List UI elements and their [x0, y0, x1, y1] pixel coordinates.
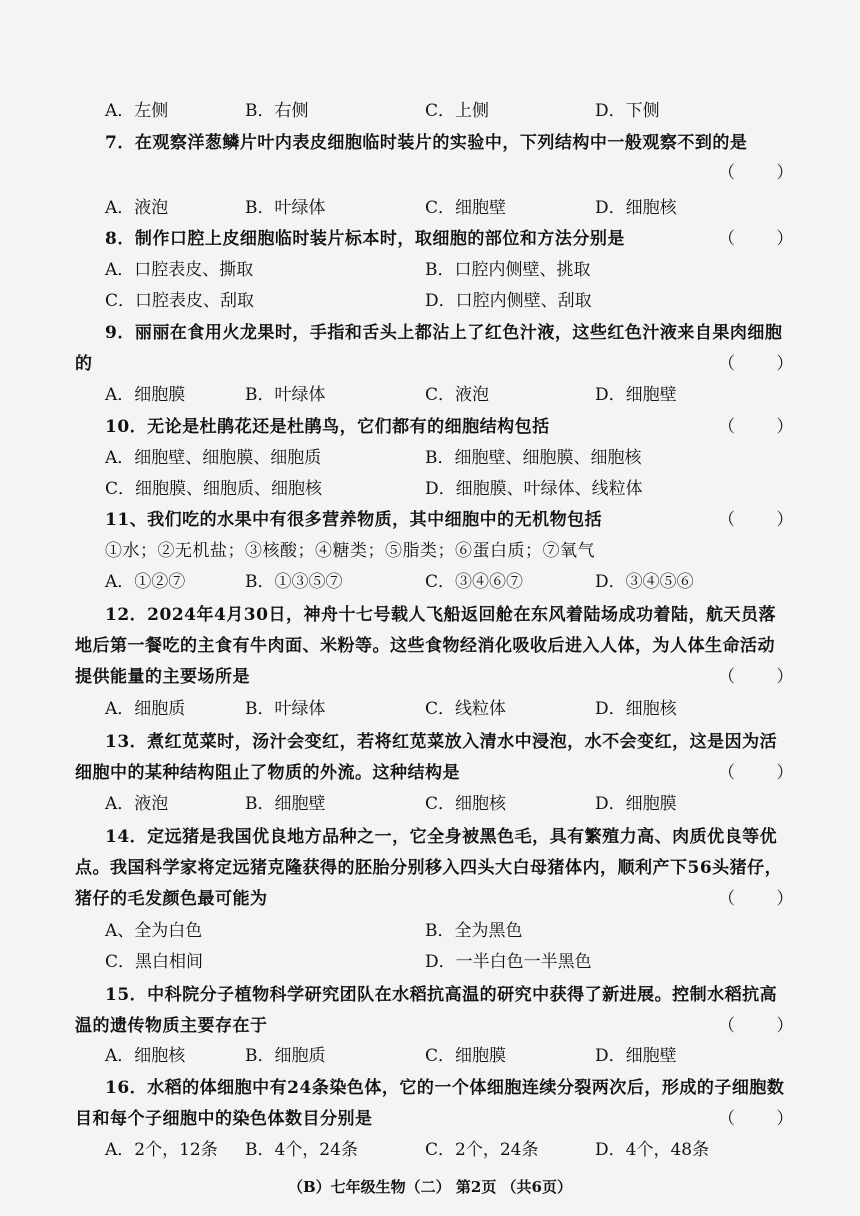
answer-parentheses: （ ） [718, 229, 812, 249]
option: D．细胞膜 [595, 794, 677, 814]
question-text: 13．煮红苋菜时，汤汁会变红，若将红苋菜放入清水中浸泡，水不会变红，这是因为活 [105, 732, 778, 752]
option: D．③④⑤⑥ [595, 572, 694, 592]
option: B．全为黑色 [425, 921, 523, 941]
question-text: 目和每个子细胞中的染色体数目分别是 [75, 1109, 373, 1129]
option: B．细胞壁、细胞膜、细胞核 [425, 448, 642, 468]
option: B．叶绿体 [245, 699, 326, 719]
answer-parentheses: （ ） [718, 417, 812, 437]
option: A．2个，12条 [105, 1140, 218, 1160]
option: C．2个，24条 [425, 1140, 539, 1160]
answer-parentheses: （ ） [718, 763, 812, 783]
option: A．细胞壁、细胞膜、细胞质 [105, 448, 322, 468]
option: D．4个，48条 [595, 1140, 710, 1160]
question-text: 的 [75, 354, 93, 374]
option: B．细胞质 [245, 1046, 326, 1066]
option: C．黑白相间 [105, 952, 204, 972]
item-list: ①水；②无机盐；③核酸；④糖类；⑤脂类；⑥蛋白质；⑦氧气 [105, 541, 595, 561]
question-text: 7．在观察洋葱鳞片叶内表皮细胞临时装片的实验中，下列结构中一般观察不到的是 [105, 133, 748, 153]
question-text: 14．定远猪是我国优良地方品种之一，它全身被黑色毛，具有繁殖力高、肉质优良等优 [105, 827, 778, 847]
option: B．细胞壁 [245, 794, 326, 814]
option: C．液泡 [425, 385, 490, 405]
option: D．细胞核 [595, 699, 677, 719]
answer-parentheses: （ ） [718, 1016, 812, 1036]
option: A．口腔表皮、撕取 [105, 260, 254, 280]
option: A．细胞核 [105, 1046, 186, 1066]
question-text: 温的遗传物质主要存在于 [75, 1016, 268, 1036]
question-text: 8．制作口腔上皮细胞临时装片标本时，取细胞的部位和方法分别是 [105, 229, 625, 249]
option: C．口腔表皮、刮取 [105, 291, 255, 311]
option: A．①②⑦ [105, 572, 186, 592]
option: B．①③⑤⑦ [245, 572, 343, 592]
option: C．细胞膜、细胞质、细胞核 [105, 479, 323, 499]
answer-parentheses: （ ） [718, 163, 812, 183]
answer-parentheses: （ ） [718, 1109, 812, 1129]
question-text: 点。我国科学家将定远猪克隆获得的胚胎分别移入四头大白母猪体内，顺利产下56头猪仔， [75, 858, 783, 878]
option: D．细胞壁 [595, 1046, 677, 1066]
option: B．叶绿体 [245, 198, 326, 218]
option: D．口腔内侧壁、刮取 [425, 291, 592, 311]
option: A．细胞质 [105, 699, 186, 719]
option: B．右侧 [245, 101, 309, 121]
answer-parentheses: （ ） [718, 889, 812, 909]
option: B．4个，24条 [245, 1140, 358, 1160]
option: C．细胞核 [425, 794, 507, 814]
option: D．下侧 [595, 101, 660, 121]
question-text: 12．2024年4月30日，神舟十七号载人飞船返回舱在东风着陆场成功着陆，航天员落 [105, 605, 776, 625]
option: D．细胞核 [595, 198, 677, 218]
answer-parentheses: （ ） [718, 354, 812, 374]
question-text: 9．丽丽在食用火龙果时，手指和舌头上都沾上了红色汁液，这些红色汁液来自果肉细胞 [105, 323, 783, 343]
answer-parentheses: （ ） [718, 510, 812, 530]
question-text: 猪仔的毛发颜色最可能为 [75, 889, 268, 909]
option: C．③④⑥⑦ [425, 572, 524, 592]
option: C．细胞膜 [425, 1046, 507, 1066]
question-text: 10．无论是杜鹃花还是杜鹃鸟，它们都有的细胞结构包括 [105, 417, 550, 437]
question-text: 15．中科院分子植物科学研究团队在水稻抗高温的研究中获得了新进展。控制水稻抗高 [105, 985, 778, 1005]
option: B．叶绿体 [245, 385, 326, 405]
option: C．细胞壁 [425, 198, 507, 218]
page-footer: （B）七年级生物（二） 第2页 （共6页） [288, 1178, 572, 1196]
option: A．左侧 [105, 101, 169, 121]
question-text: 提供能量的主要场所是 [75, 667, 250, 687]
question-text: 细胞中的某种结构阻止了物质的外流。这种结构是 [75, 763, 460, 783]
option: A．液泡 [105, 198, 169, 218]
option: D．一半白色一半黑色 [425, 952, 592, 972]
option: A．细胞膜 [105, 385, 186, 405]
question-text: 16．水稻的体细胞中有24条染色体，它的一个体细胞连续分裂两次后，形成的子细胞数 [105, 1078, 785, 1098]
question-text: 地后第一餐吃的主食有牛肉面、米粉等。这些食物经消化吸收后进入人体，为人体生命活动 [75, 636, 775, 656]
option: A、全为白色 [105, 921, 203, 941]
option: B．口腔内侧壁、挑取 [425, 260, 591, 280]
answer-parentheses: （ ） [718, 667, 812, 687]
option: D．细胞壁 [595, 385, 677, 405]
option: C．线粒体 [425, 699, 507, 719]
option: D．细胞膜、叶绿体、线粒体 [425, 479, 643, 499]
option: A．液泡 [105, 794, 169, 814]
question-text: 11、我们吃的水果中有很多营养物质，其中细胞中的无机物包括 [105, 510, 603, 530]
option: C．上侧 [425, 101, 490, 121]
